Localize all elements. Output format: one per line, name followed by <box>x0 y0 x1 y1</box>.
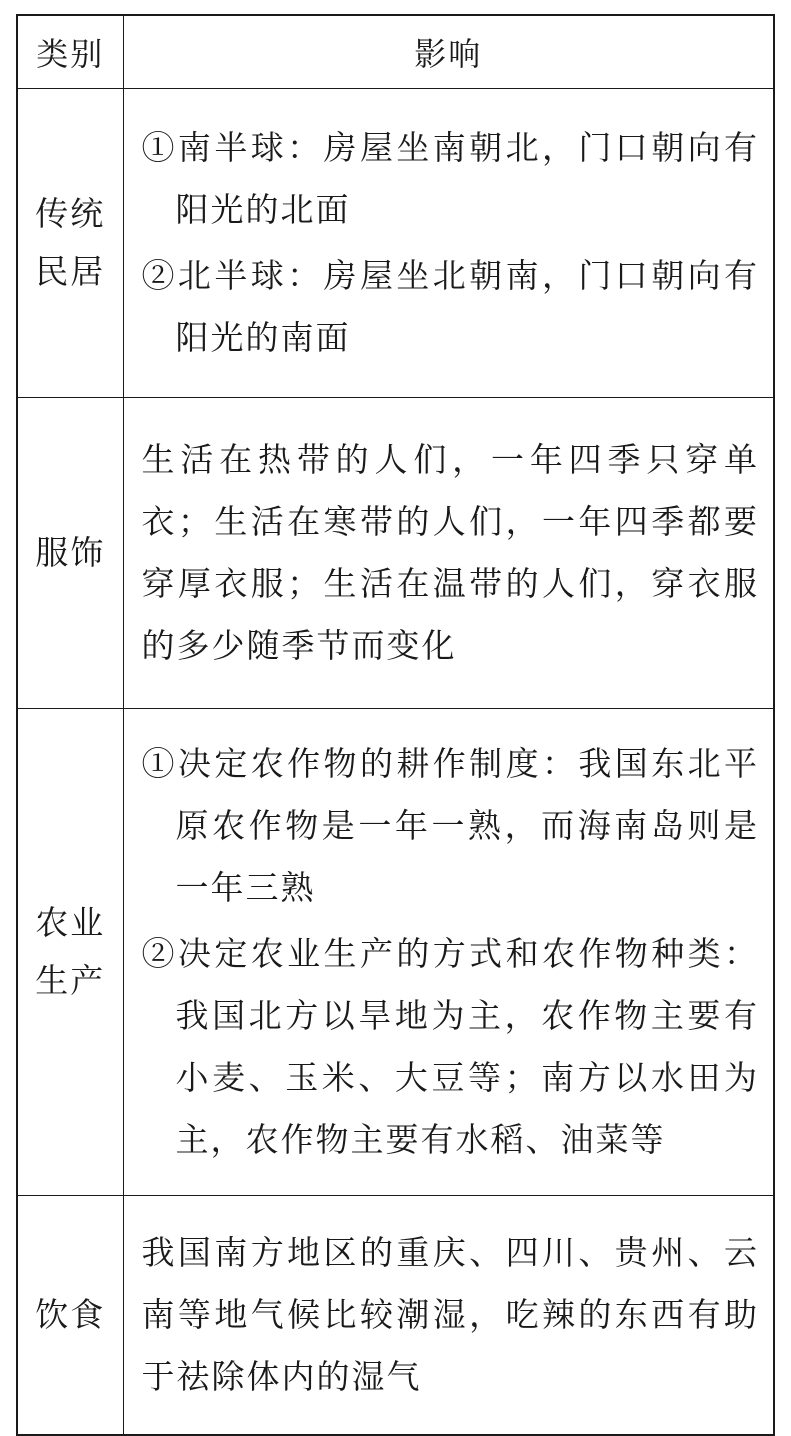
category-label: 饮食 <box>35 1295 106 1334</box>
row-effect-cell <box>123 89 774 398</box>
table-header-row <box>17 15 774 89</box>
table-row <box>17 89 774 398</box>
effect-item: ①南半球：房屋坐南朝北，门口朝向有阳光的北面 <box>141 128 759 229</box>
effect-item: ②决定农业生产的方式和农作物种类：我国北方以旱地为主，农作物主要有小麦、玉米、大豆等；南方以水田为主，农作物主要有水稻、油菜等 <box>141 934 759 1159</box>
table-row <box>17 398 774 709</box>
effect-item: ②北半球：房屋坐北朝南，门口朝向有阳光的南面 <box>141 256 759 357</box>
row-category-cell <box>17 1196 123 1436</box>
row-effect-cell <box>123 709 774 1196</box>
document-page <box>16 14 775 1436</box>
row-effect-cell <box>123 1196 774 1436</box>
row-category-cell <box>17 89 123 398</box>
effect-item: ①决定农作物的耕作制度：我国东北平原农作物是一年一熟，而海南岛则是一年三熟 <box>141 744 759 907</box>
category-label: 农业生产 <box>35 903 106 1000</box>
effect-text: 我国南方地区的重庆、四川、贵州、云南等地气候比较潮湿，吃辣的东西有助于祛除体内的湿气 <box>141 1233 759 1396</box>
row-effect-cell <box>123 398 774 709</box>
header-category: 类别 <box>17 15 123 89</box>
category-label: 服饰 <box>35 533 106 572</box>
row-category-cell <box>17 709 123 1196</box>
header-effect: 影响 <box>123 15 774 89</box>
row-category-cell <box>17 398 123 709</box>
category-label: 传统民居 <box>35 194 106 291</box>
climate-influence-table <box>16 14 775 1436</box>
table-row <box>17 709 774 1196</box>
table-row <box>17 1196 774 1436</box>
effect-text: 生活在热带的人们，一年四季只穿单衣；生活在寒带的人们，一年四季都要穿厚衣服；生活在温带的人们，穿衣服的多少随季节而变化 <box>141 440 759 665</box>
